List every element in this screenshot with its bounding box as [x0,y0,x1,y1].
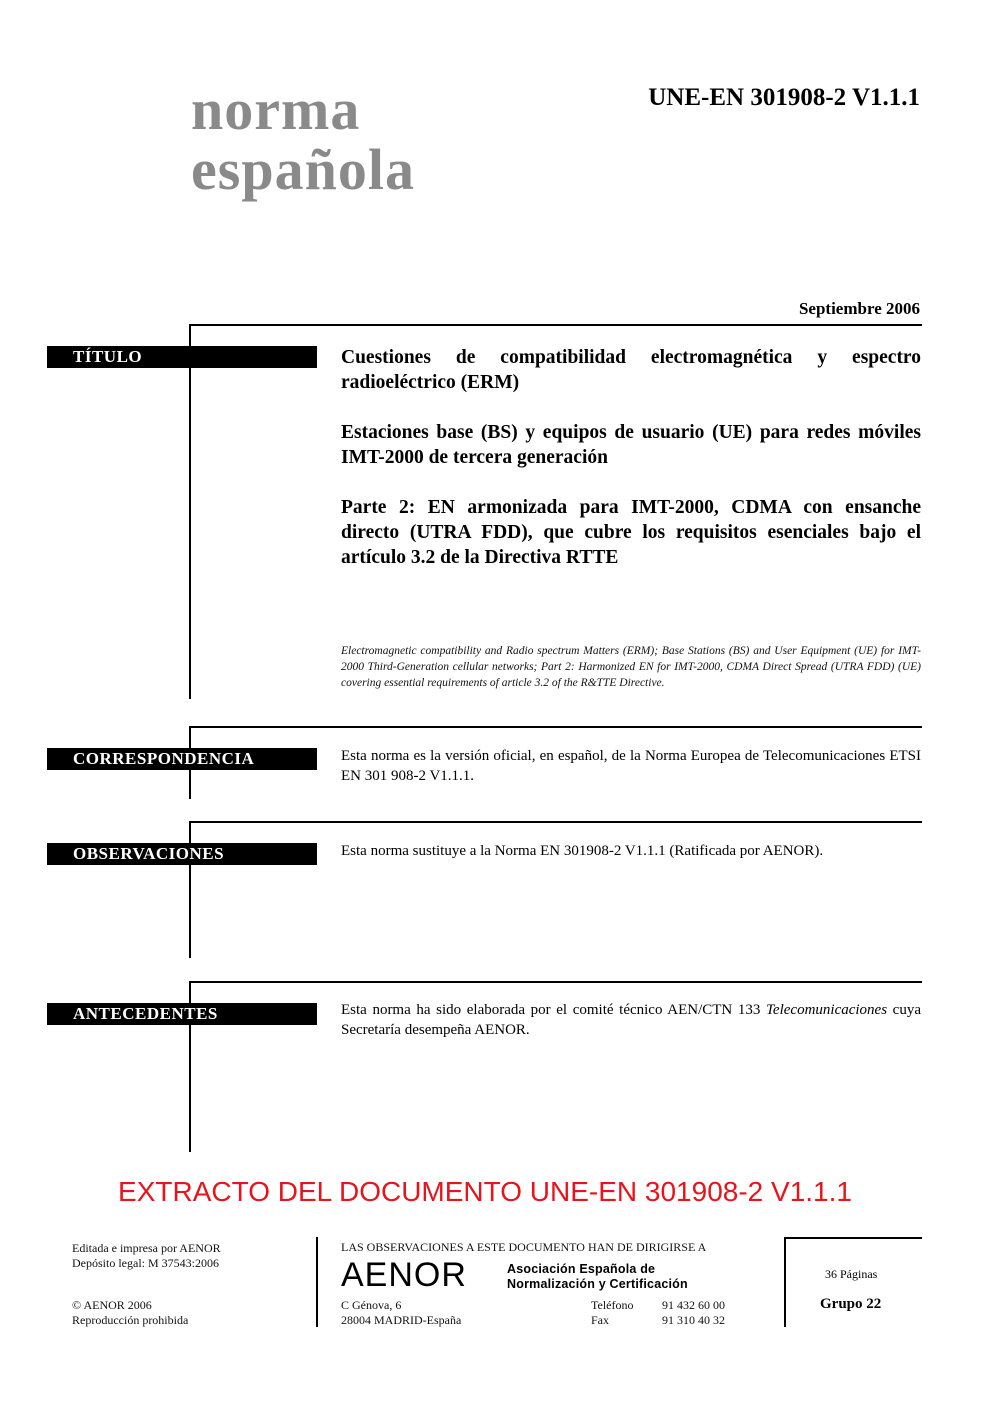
section-rule-observaciones [189,821,922,823]
association-name-1: Asociación Española de [507,1262,656,1276]
standard-code: UNE-EN 301908-2 V1.1.1 [648,84,920,111]
spanish-title-1: Cuestiones de compatibilidad electromagnética y espectro radioeléctrico (ERM) [341,347,921,393]
correspondencia-text: Esta norma es la versión oficial, en español, de la Norma Europea de Telecomunicaciones ETSI EN 301 908-2 V1.1.1. [341,748,921,784]
phone-label: Teléfono [591,1298,634,1312]
committee-name: Telecomunicaciones [765,1002,888,1018]
copyright: © AENOR 2006 [72,1298,152,1312]
label-antecedentes: ANTECEDENTES [47,1003,317,1025]
title-block [341,345,921,595]
section-rule-correspondencia [189,726,922,728]
page-count: 36 Páginas [825,1267,878,1281]
label-observaciones: OBSERVACIONES [47,843,317,865]
aenor-logo: AENOR [341,1256,467,1294]
brand-wordmark [191,77,415,202]
section-rule-titulo [189,324,922,326]
footer-divider-left [316,1237,318,1327]
label-correspondencia: CORRESPONDENCIA [47,748,317,770]
extract-banner: EXTRACTO DEL DOCUMENTO UNE-EN 301908-2 V1.1.1 [118,1176,852,1207]
brand-line-1: norma [191,77,361,142]
price-group: Grupo 22 [820,1296,882,1312]
footer-box-top-rule [784,1237,922,1239]
address-line-1: C Génova, 6 [341,1298,402,1312]
antecedentes-text-end: cuya Secretaría desempeña AENOR. [341,1002,921,1038]
footer-divider-right [784,1237,786,1327]
section-rule-antecedentes [189,981,922,983]
edited-by: Editada e impresa por AENOR [72,1241,221,1255]
spanish-title-2: Estaciones base (BS) y equipos de usuario (UE) para redes móviles IMT-2000 de tercera generación [341,422,921,468]
section-vrule-observaciones [189,821,191,958]
observations-note: LAS OBSERVACIONES A ESTE DOCUMENTO HAN DE DIRIGIRSE A [341,1240,707,1254]
observaciones-text: Esta norma sustituye a la Norma EN 301908-2 V1.1.1 (Ratificada por AENOR). [341,843,824,859]
address-line-2: 28004 MADRID-España [341,1313,462,1327]
spanish-title-3: Parte 2: EN armonizada para IMT-2000, CDMA con ensanche directo (UTRA FDD), que cubre los requisitos esenciales bajo el artículo 3.2 de la Directiva RTTE [341,497,921,568]
brand-line-2: española [191,137,415,202]
phone-value: 91 432 60 00 [662,1298,725,1312]
publication-date: Septiembre 2006 [798,299,920,318]
section-vrule-titulo [189,324,191,699]
english-title: Electromagnetic compatibility and Radio spectrum Matters (ERM); Base Stations (BS) and User Equipment (UE) for IMT-2000 Third-Generation cellular networks; Part 2: Harmonized EN for IMT-2000, CDMA Direct Spread (UTRA FDD) (UE) covering essential requirements of article 3.2 of the R&TTE Directive. [341,645,921,689]
reproduction-notice: Reproducción prohibida [72,1313,189,1327]
legal-deposit: Depósito legal: M 37543:2006 [72,1256,219,1270]
fax-label: Fax [591,1313,609,1327]
association-name-2: Normalización y Certificación [507,1277,688,1291]
antecedentes-text [341,1000,921,1040]
fax-value: 91 310 40 32 [662,1313,725,1327]
label-titulo: TÍTULO [47,346,317,368]
antecedentes-text-start: Esta norma ha sido elaborada por el comité técnico AEN/CTN 133 [341,1002,766,1018]
